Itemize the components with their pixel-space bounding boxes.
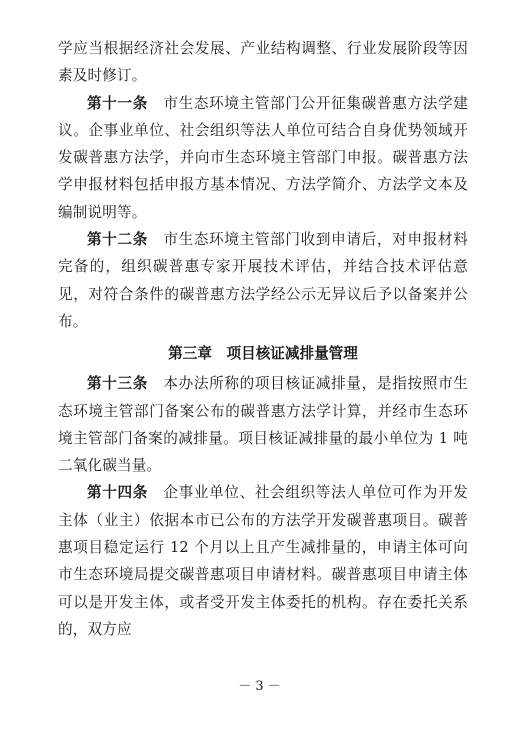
- article-14: [58, 479, 468, 643]
- page-number: － 3 －: [238, 679, 281, 694]
- chapter-title: 第三章 项目核证减排量管理: [168, 345, 358, 363]
- article-label: 第十一条: [87, 94, 149, 112]
- article-text: 市生态环境主管部门公开征集碳普惠方法学建议。企事业单位、社会组织等法人单位可结合自身优势领域开发碳普惠方法学，并向市生态环境主管部门申报。碳普惠方法学申报材料包括申报方基本情况、方法学简介、方法学文本及编制说明等。: [58, 94, 468, 221]
- article-13: [58, 370, 468, 479]
- paragraph-text: 学应当根据经济社会发展、产业结构调整、行业发展阶段等因素及时修订。: [58, 40, 468, 85]
- article-12: [58, 226, 468, 335]
- chapter-heading: [58, 340, 468, 367]
- document-page: [58, 35, 468, 643]
- article-11: [58, 90, 468, 226]
- article-label: 第十二条: [87, 231, 149, 249]
- article-label: 第十三条: [87, 375, 149, 393]
- article-text: 市生态环境主管部门收到申请后，对申报材料完备的，组织碳普惠专家开展技术评估，并结合技术评估意见，对符合条件的碳普惠方法学经公示无异议后予以备案并公布。: [58, 231, 468, 330]
- article-text: 本办法所称的项目核证减排量，是指按照市生态环境主管部门备案公布的碳普惠方法学计算，并经市生态环境主管部门备案的减排量。项目核证减排量的最小单位为 1 吨二氧化碳当量。: [58, 375, 468, 475]
- paragraph-continuation: [58, 35, 468, 90]
- article-label: 第十四条: [87, 484, 149, 502]
- article-text: 企事业单位、社会组织等法人单位可作为开发主体（业主）依据本市已公布的方法学开发碳普惠项目。碳普惠项目稳定运行 12 个月以上且产生减排量的，申请主体可向市生态环境局提交碳普惠项目申请材料。碳普惠项目申请主体可以是开发主体，或者受开发主体委托的机构。存在委托关系的，双方应: [58, 484, 468, 638]
